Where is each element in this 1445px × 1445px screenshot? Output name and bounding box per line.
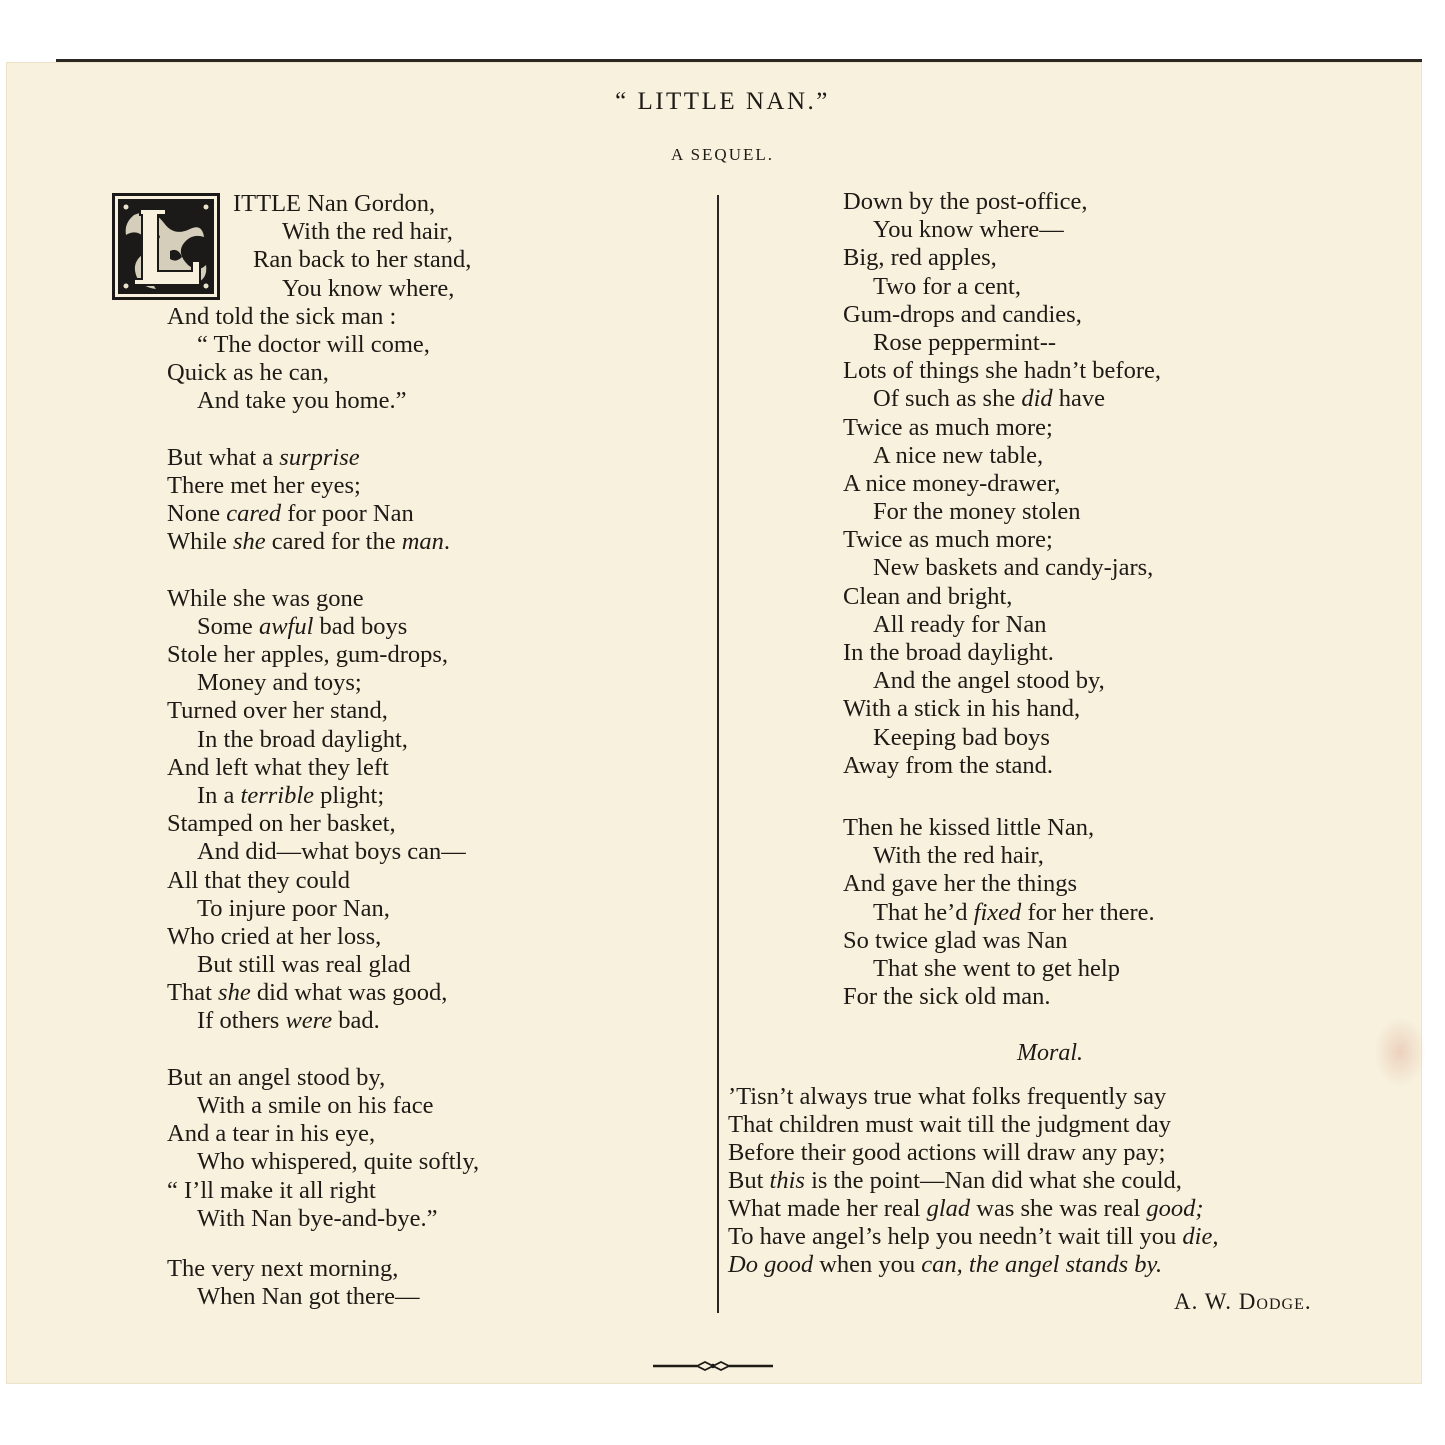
verse-line: [167, 613, 479, 641]
verse-text: Clean and bright,: [843, 582, 1013, 610]
stanza-3: [167, 585, 479, 1036]
verse-line: There met her eyes;: [167, 471, 361, 499]
verse-line: While she cared for the man.: [167, 528, 451, 556]
verse-text: And left what they left: [167, 753, 389, 781]
verse-text: A nice money-drawer,: [843, 469, 1061, 497]
verse-line: [167, 726, 479, 754]
verse-line: [843, 870, 1161, 898]
moral-line: ’Tisn’t always true what folks frequently say: [728, 1083, 1167, 1110]
verse-text: Twice as much more;: [843, 413, 1053, 441]
verse-line: Quick as he can,: [167, 359, 329, 387]
verse-text: And the angel stood by,: [873, 667, 1105, 695]
verse-line: [167, 754, 479, 782]
verse-line: [843, 244, 1161, 272]
emphasis-text: she: [218, 979, 251, 1007]
verse-text: With the red hair,: [282, 218, 453, 246]
verse-text: Rose peppermint--: [873, 328, 1057, 356]
verse-text: Two for a cent,: [873, 272, 1021, 300]
verse-line: And take you home.”: [197, 387, 407, 415]
verse-text: Who cried at her loss,: [167, 922, 382, 950]
verse-line: [843, 273, 1161, 301]
paper-stain: [1374, 1017, 1426, 1087]
verse-text: bad.: [332, 1007, 380, 1035]
left-column: [167, 190, 479, 1311]
moral-line: What made her real glad was she was real good;: [728, 1195, 1204, 1222]
verse-line: [167, 838, 479, 866]
verse-text: In the broad daylight,: [197, 725, 408, 753]
stanza-6: [843, 188, 1161, 780]
verse-text: did what was good,: [250, 979, 448, 1007]
verse-line: And a tear in his eye,: [167, 1120, 376, 1148]
verse-text: If others: [197, 1007, 286, 1035]
emphasis-text: awful: [258, 612, 314, 640]
verse-line: [167, 190, 479, 218]
verse-line: [167, 951, 479, 979]
verse-line: [167, 246, 479, 274]
moral-line: To have angel’s help you needn’t wait till you die,: [728, 1223, 1219, 1250]
verse-line: [843, 470, 1161, 498]
emphasis-text: terrible: [240, 781, 315, 809]
verse-line: Who whispered, quite softly,: [197, 1148, 480, 1176]
verse-line: And told the sick man :: [167, 302, 397, 330]
stanza-4: [167, 1064, 479, 1233]
verse-text: But still was real glad: [197, 951, 411, 979]
stanza-1: [167, 190, 479, 416]
verse-line: The very next morning,: [167, 1254, 399, 1282]
verse-text: Then he kissed little Nan,: [843, 813, 1095, 841]
moral-line: Do good when you can, the angel stands by.: [728, 1251, 1163, 1278]
verse-text: That she went to get help: [873, 954, 1120, 982]
verse-line: [843, 583, 1161, 611]
verse-text: Ran back to her stand,: [253, 246, 472, 274]
verse-line: None cared for poor Nan: [167, 500, 414, 528]
moral-line: But this is the point—Nan did what she could,: [728, 1167, 1182, 1194]
verse-text: With a stick in his hand,: [843, 695, 1081, 723]
verse-text: In the broad daylight.: [843, 639, 1054, 666]
verse-text: Stamped on her basket,: [167, 810, 396, 838]
verse-line: [843, 554, 1161, 582]
verse-line: [843, 639, 1161, 667]
verse-text: All that they could: [167, 866, 351, 894]
verse-text: Twice as much more;: [843, 526, 1053, 554]
verse-line: [843, 301, 1161, 329]
verse-line: [843, 442, 1161, 470]
verse-line: [167, 895, 479, 923]
verse-text: bad boys: [313, 612, 408, 640]
verse-text: And gave her the things: [843, 870, 1078, 898]
verse-line: [167, 697, 479, 725]
author-signature: A. W. Dodge.: [1174, 1289, 1312, 1314]
verse-line: [167, 782, 479, 810]
verse-text: Keeping bad boys: [873, 723, 1050, 751]
verse-line: “ The doctor will come,: [197, 330, 430, 358]
verse-line: [843, 188, 1161, 216]
verse-line: [843, 752, 1161, 780]
verse-text: Stole her apples, gum-drops,: [167, 641, 449, 668]
verse-line: [167, 585, 479, 613]
verse-text: A nice new table,: [873, 441, 1044, 469]
verse-line: [167, 669, 479, 697]
moral-verse: [728, 1083, 1218, 1279]
poem-title: “ LITTLE NAN.”: [615, 88, 830, 115]
verse-line: When Nan got there—: [197, 1283, 420, 1311]
emphasis-text: did: [1021, 385, 1053, 413]
verse-line: [167, 1007, 479, 1035]
verse-line: [167, 979, 479, 1007]
verse-line: [843, 983, 1161, 1011]
verse-line: [843, 695, 1161, 723]
verse-text: Money and toys;: [197, 669, 362, 697]
verse-text: For the money stolen: [873, 498, 1081, 526]
verse-text: All ready for Nan: [873, 610, 1047, 638]
verse-text: You know where—: [873, 216, 1064, 244]
verse-text: Gum-drops and candies,: [843, 300, 1082, 328]
verse-line: [843, 414, 1161, 442]
verse-line: [167, 218, 479, 246]
verse-text: Some: [197, 612, 259, 640]
verse-line: [843, 842, 1161, 870]
verse-line: [843, 329, 1161, 357]
verse-text: And did—what boys can—: [197, 838, 466, 866]
verse-line: But what a surprise: [167, 443, 360, 471]
ornament-divider-icon: [653, 1356, 773, 1376]
column-divider: [717, 195, 719, 1313]
emphasis-text: fixed: [973, 898, 1022, 926]
verse-line: [843, 927, 1161, 955]
verse-line: With a smile on his face: [197, 1092, 434, 1119]
right-column: [843, 188, 1161, 1011]
verse-text: plight;: [314, 781, 385, 809]
verse-text: That: [167, 979, 219, 1007]
verse-text: To injure poor Nan,: [197, 894, 390, 922]
verse-text: Away from the stand.: [843, 751, 1054, 779]
moral-line: Before their good actions will draw any pay;: [728, 1139, 1166, 1166]
verse-line: [843, 724, 1161, 752]
verse-text: That he’d: [873, 898, 974, 926]
verse-text: for her there.: [1021, 898, 1155, 926]
verse-text: ITTLE Nan Gordon,: [233, 190, 436, 217]
verse-line: [843, 611, 1161, 639]
verse-line: [843, 216, 1161, 244]
verse-text: While she was gone: [167, 584, 364, 612]
verse-text: You know where,: [282, 274, 455, 302]
verse-text: So twice glad was Nan: [843, 926, 1068, 954]
stanza-5: [167, 1255, 479, 1311]
verse-text: Down by the post-office,: [843, 188, 1088, 215]
verse-line: [167, 275, 479, 303]
emphasis-text: were: [285, 1007, 333, 1035]
verse-line: [843, 955, 1161, 983]
poem-subtitle: A SEQUEL.: [671, 145, 774, 164]
verse-text: [167, 190, 435, 217]
verse-text: New baskets and candy-jars,: [873, 554, 1154, 582]
verse-line: “ I’ll make it all right: [167, 1176, 376, 1204]
verse-line: [843, 899, 1161, 927]
verse-text: Big, red apples,: [843, 244, 997, 272]
moral-heading: Moral.: [1017, 1040, 1083, 1066]
verse-line: [843, 667, 1161, 695]
verse-line: With Nan bye-and-bye.”: [197, 1204, 438, 1232]
verse-line: [167, 867, 479, 895]
verse-text: For the sick old man.: [843, 983, 1051, 1011]
verse-text: In a: [197, 781, 241, 809]
stanza-7: [843, 814, 1161, 1011]
verse-line: [167, 810, 479, 838]
verse-text: With the red hair,: [873, 842, 1044, 870]
moral-line: That children must wait till the judgment day: [728, 1111, 1171, 1138]
verse-text: have: [1052, 385, 1106, 413]
verse-line: [167, 923, 479, 951]
verse-line: [167, 641, 479, 669]
verse-line: [843, 526, 1161, 554]
verse-line: But an angel stood by,: [167, 1063, 386, 1091]
verse-line: [843, 814, 1161, 842]
stanza-2: [167, 444, 479, 557]
verse-text: Turned over her stand,: [167, 697, 388, 725]
verse-line: [843, 385, 1161, 413]
verse-line: [843, 498, 1161, 526]
verse-text: Lots of things she hadn’t before,: [843, 357, 1161, 385]
verse-text: Of such as she: [873, 385, 1022, 413]
verse-line: [843, 357, 1161, 385]
